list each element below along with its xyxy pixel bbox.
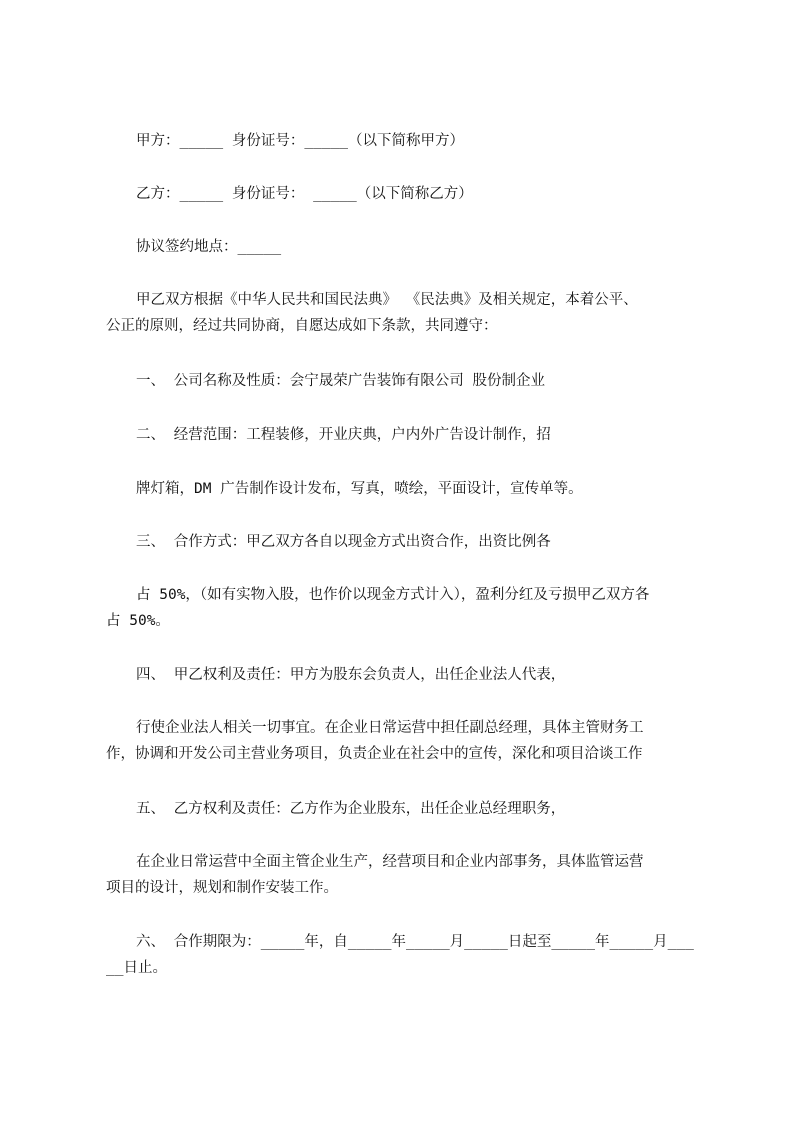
clause-2-business-scope-1: 二、 经营范围：工程装修，开业庆典，户内外广告设计制作，招 <box>136 427 551 443</box>
preamble-line-1: 甲乙双方根据《中华人民共和国民法典》 《民法典》及相关规定，本着公平、 <box>136 292 638 308</box>
clause-5-rights-2: 在企业日常运营中全面主管企业生产，经营项目和企业内部事务，具体监管运营 <box>136 854 644 870</box>
clause-2-business-scope-2: 牌灯箱，DM 广告制作设计发布，写真，喷绘，平面设计，宣传单等。 <box>136 481 583 497</box>
clause-6-term-1: 六、 合作期限为：_____年，自_____年_____月_____日起至_____年_____月___ <box>136 934 694 950</box>
clause-1-company-name: 一、 公司名称及性质：会宁晟荣广告装饰有限公司 股份制企业 <box>136 373 545 389</box>
clause-4-rights-1: 四、 甲乙权利及责任：甲方为股东会负责人，出任企业法人代表， <box>136 667 566 683</box>
party-b-line: 乙方：_____ 身份证号： _____（以下简称乙方） <box>136 186 473 202</box>
clause-3-cooperation-3: 占 50%。 <box>106 613 170 629</box>
clause-6-term-2: __日止。 <box>106 960 167 976</box>
clause-3-cooperation-2: 占 50%，（如有实物入股，也作价以现金方式计入），盈利分红及亏损甲乙双方各 <box>136 587 650 603</box>
clause-3-cooperation-1: 三、 合作方式：甲乙双方各自以现金方式出资合作，出资比例各 <box>136 534 551 550</box>
clause-4-rights-2: 行使企业法人相关一切事宜。在企业日常运营中担任副总经理，具体主管财务工 <box>136 720 644 736</box>
signing-location-line: 协议签约地点：_____ <box>136 239 282 255</box>
clause-4-rights-3: 作，协调和开发公司主营业务项目，负责企业在社会中的宣传，深化和项目洽谈工作 <box>106 746 643 762</box>
clause-5-rights-3: 项目的设计，规划和制作安装工作。 <box>106 880 338 896</box>
preamble-line-2: 公正的原则，经过共同协商，自愿达成如下条款，共同遵守： <box>106 318 498 334</box>
party-a-line: 甲方：_____ 身份证号：_____（以下简称甲方） <box>136 133 465 149</box>
clause-5-rights-1: 五、 乙方权利及责任：乙方作为企业股东，出任企业总经理职务， <box>136 801 566 817</box>
